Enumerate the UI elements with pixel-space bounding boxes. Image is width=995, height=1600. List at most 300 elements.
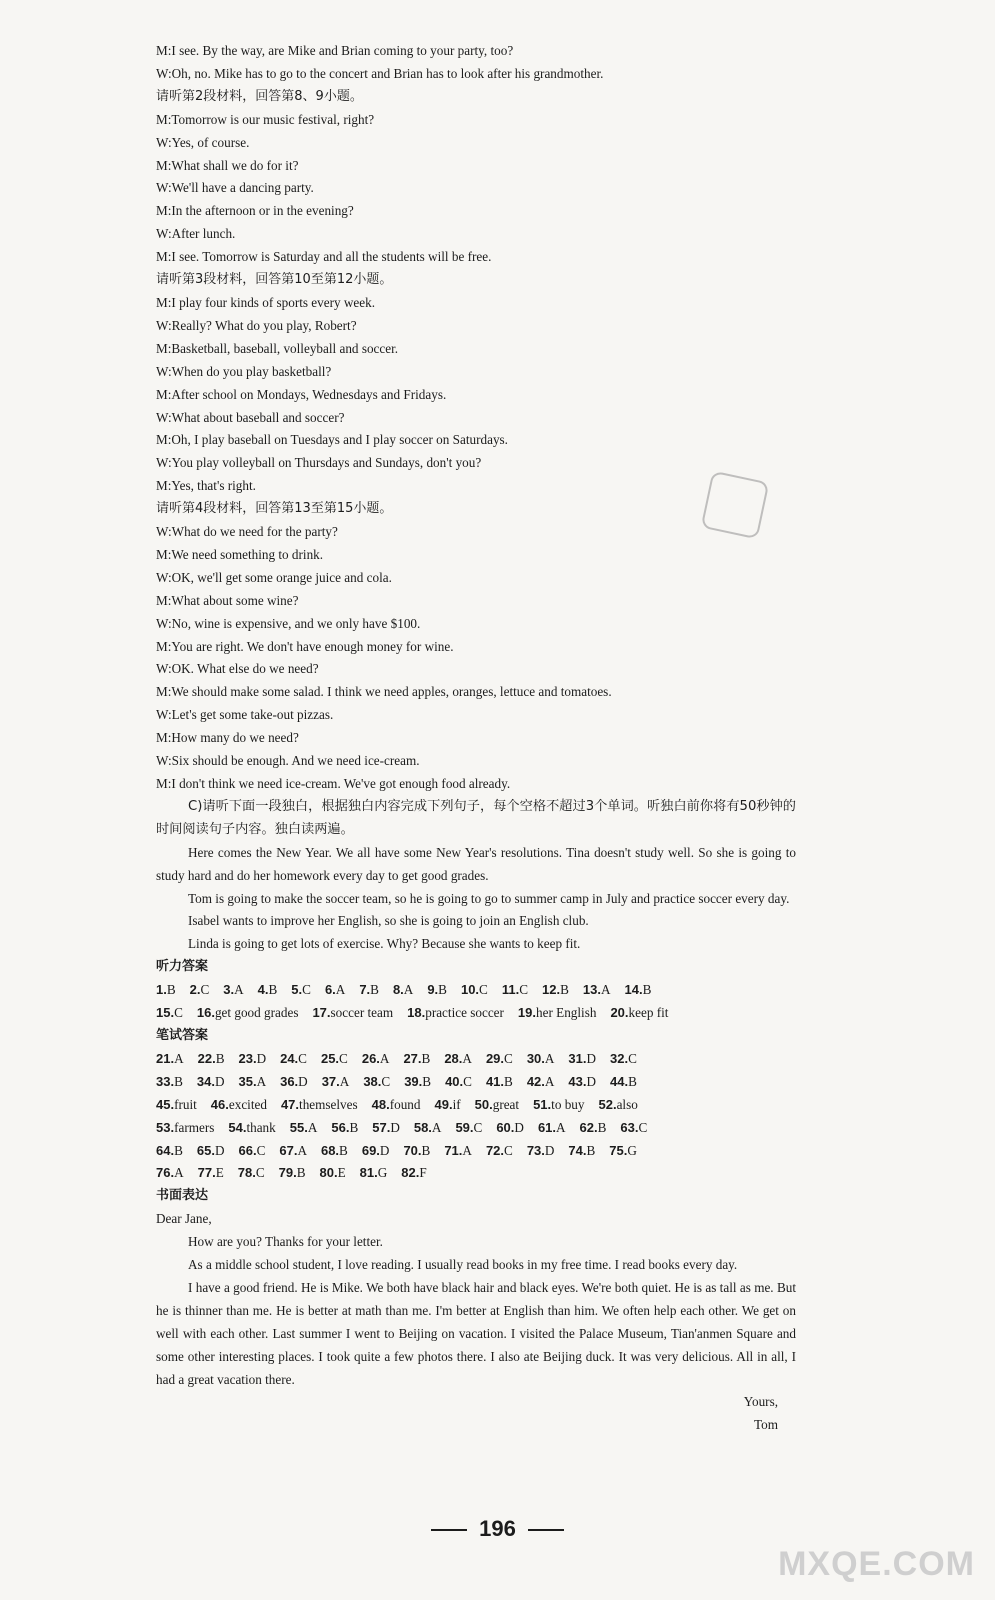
answer-item [290,1117,318,1140]
answer-number: 7. [359,982,371,998]
answer-number: 62. [579,1119,598,1135]
answer-value: C [628,1050,637,1066]
dialogue-line: W:When do you play basketball? [156,363,332,379]
answer-value: A [379,1050,390,1066]
answer-row [156,1117,796,1140]
answer-value: C [302,982,311,998]
answer-number: 48. [371,1096,390,1112]
answer-item [583,979,611,1002]
answer-number: 79. [278,1165,297,1181]
answer-value: A [544,1050,555,1066]
answer-number: 14. [624,982,643,998]
answer-item [435,1094,461,1117]
written-answers-title: 笔试答案 [156,1027,209,1043]
answer-item [393,979,413,1002]
answer-number: 65. [196,1142,215,1158]
dialogue-line: W:What do we need for the party? [156,524,338,540]
answer-number: 22. [197,1050,216,1066]
answer-number: 75. [609,1142,628,1158]
answer-value: C [463,1073,472,1089]
answer-value: B [597,1119,607,1135]
answer-number: 77. [197,1165,216,1181]
answer-value: B [339,1142,348,1158]
answer-value: A [600,982,611,998]
answer-number: 61. [537,1119,557,1135]
answer-value: A [234,982,244,998]
answer-number: 6. [324,982,336,998]
answer-item [156,979,176,1002]
answer-value: D [586,1050,597,1066]
answer-number: 19. [517,1005,536,1021]
answer-row [156,1140,796,1163]
answer-item [427,979,447,1002]
answer-item [403,1048,430,1071]
answer-number: 50. [474,1096,493,1112]
answer-value: her English [536,1005,597,1021]
dialogue-line: W:No, wine is expensive, and we only have $100. [156,615,421,631]
answer-item [568,1140,595,1163]
answer-number: 1. [156,982,167,998]
answer-item [527,1071,555,1094]
answer-number: 29. [485,1050,505,1066]
answer-item [156,1002,183,1025]
answer-item [321,1048,348,1071]
dialogue-line: M:I see. Tomorrow is Saturday and all the students will be free. [156,249,492,265]
answer-number: 23. [238,1050,257,1066]
answer-value: B [422,1073,432,1089]
answer-value: if [452,1096,461,1112]
dialogue-line: W:Yes, of course. [156,134,250,150]
answer-item [486,1048,513,1071]
dash-right [528,1529,564,1531]
dialogue-line: W:Six should be enough. And we need ice-cream. [156,753,420,769]
dash-left [431,1529,467,1531]
letter-greeting: Dear Jane, [156,1211,212,1227]
listening-answers [156,979,796,1025]
answer-value: C [519,982,528,998]
answer-item [156,1140,183,1163]
answer-value: C [381,1073,391,1089]
answer-value: D [390,1119,400,1135]
answer-item [407,1002,504,1025]
dialogue-line: M:How many do we need? [156,730,299,746]
answer-value: C [174,1005,183,1021]
answer-number: 58. [413,1119,432,1135]
dialogue-part2 [156,109,796,269]
dialogue-line: M:Tomorrow is our music festival, right? [156,111,375,127]
answer-value: B [560,982,569,998]
answer-value: B [174,1142,183,1158]
answer-item [403,1140,430,1163]
answer-item [372,1094,421,1117]
dialogue-line: M:I don't think we need ice-cream. We've got enough food already. [156,776,511,791]
dialogue-part4 [156,521,796,796]
answer-number: 33. [156,1073,175,1089]
answer-value: D [298,1073,308,1089]
answer-value: C [200,982,210,998]
answer-value: A [307,1119,318,1135]
monologue-paragraph: Tom is going to make the soccer team, so he is going to go to summer camp in July and practice soccer every day. [188,890,790,906]
answer-number: 80. [319,1165,338,1181]
answer-number: 64. [156,1142,175,1158]
answer-number: 43. [568,1073,587,1089]
answer-number: 47. [280,1096,300,1112]
answer-item [228,1117,275,1140]
answer-number: 20. [610,1005,629,1021]
answer-value: B [296,1165,306,1181]
dialogue-line: W:OK. What else do we need? [156,661,319,677]
dialogue-line: W:OK, we'll get some orange juice and cola. [156,569,392,585]
answer-value: B [586,1142,596,1158]
answer-number: 57. [372,1119,391,1135]
answer-item [190,979,210,1002]
answer-number: 51. [533,1096,552,1112]
answer-value: B [642,982,652,998]
answer-item [321,1140,348,1163]
dialogue-line: M:Oh, I play baseball on Tuesdays and I play soccer on Saturdays. [156,432,508,448]
letter-closing: Yours, [743,1394,778,1410]
answer-row [156,1094,796,1117]
answer-number: 13. [582,982,601,998]
answer-item [156,1071,183,1094]
answer-value: C [479,982,488,998]
answer-number: 67. [279,1142,298,1158]
answer-number: 42. [526,1073,545,1089]
answer-number: 40. [445,1073,464,1089]
answer-value: B [421,1142,431,1158]
answer-item [223,979,243,1002]
section2-title: 请听第2段材料，回答第8、9小题。 [156,88,363,104]
answer-value: E [337,1165,346,1181]
answer-number: 15. [156,1005,175,1021]
answer-page [156,40,796,1437]
answer-value: A [544,1073,555,1089]
answer-number: 78. [237,1165,256,1181]
listening-answers-title: 听力答案 [156,959,209,975]
answer-value: C [504,1050,513,1066]
answer-value: C [473,1119,483,1135]
answer-value: D [514,1119,524,1135]
answer-value: D [214,1142,225,1158]
answer-number: 25. [320,1050,340,1066]
answer-item [533,1094,584,1117]
answer-item [238,1140,265,1163]
letter-paragraph: As a middle school student, I love reading. I usually read books in my free time. I read books every day. [188,1257,738,1273]
answer-number: 46. [210,1096,229,1112]
answer-item [363,1071,390,1094]
dialogue-part1 [156,40,796,86]
answer-number: 35. [238,1073,257,1089]
answer-item [280,1048,307,1071]
answer-number: 70. [403,1142,422,1158]
answer-item [238,1048,266,1071]
answer-item [322,1071,350,1094]
section4-title: 请听第4段材料，回答第13至第15小题。 [156,501,393,517]
answer-number: 16. [196,1005,215,1021]
answer-value: excited [228,1096,267,1112]
answer-value: B [628,1073,637,1089]
answer-value: B [349,1119,359,1135]
dialogue-line: W:We'll have a dancing party. [156,180,314,196]
answer-value: C [504,1142,513,1158]
answer-number: 59. [455,1119,474,1135]
answer-number: 39. [404,1073,423,1089]
answer-item [580,1117,607,1140]
answer-value: great [492,1096,520,1112]
answer-item [280,1071,308,1094]
answer-number: 38. [363,1073,382,1089]
answer-number: 2. [189,982,201,998]
answer-value: B [268,982,278,998]
answer-item [445,1071,472,1094]
answer-number: 12. [542,982,561,998]
answer-value: B [438,982,447,998]
answer-number: 24. [280,1050,299,1066]
answer-item [609,1140,637,1163]
answer-number: 60. [496,1119,515,1135]
answer-item [156,1162,184,1185]
answer-item [197,1140,225,1163]
page-number [0,1516,995,1542]
answer-value: D [586,1073,597,1089]
answer-value: A [403,982,414,998]
answer-item [542,979,569,1002]
answer-value: get good grades [214,1005,299,1021]
answer-item [610,1048,637,1071]
answer-item [325,979,345,1002]
answer-item [486,1071,513,1094]
answer-value: B [166,982,176,998]
answer-item [414,1117,442,1140]
answer-value: D [214,1073,225,1089]
writing-title: 书面表达 [156,1188,209,1204]
answer-value: A [174,1050,184,1066]
answer-item [362,1048,390,1071]
answer-value: F [419,1165,427,1181]
answer-value: G [377,1165,388,1181]
section3-title: 请听第3段材料，回答第10至第12小题。 [156,272,393,288]
answer-number: 9. [427,982,439,998]
answer-value: A [256,1073,267,1089]
answer-item [518,1002,597,1025]
answer-number: 3. [223,982,235,998]
answer-value: B [174,1073,183,1089]
answer-item [372,1117,400,1140]
answer-value: C [255,1165,265,1181]
answer-item [455,1117,482,1140]
answer-item [238,1071,266,1094]
answer-item [538,1117,566,1140]
answer-number: 73. [526,1142,545,1158]
answer-number: 56. [331,1119,350,1135]
answer-value: D [256,1050,267,1066]
answer-number: 26. [361,1050,380,1066]
answer-number: 18. [407,1005,426,1021]
answer-number: 27. [403,1050,422,1066]
answer-row [156,1002,796,1025]
answer-number: 8. [392,982,404,998]
answer-value: D [544,1142,555,1158]
answer-value: G [627,1142,637,1158]
answer-row [156,1162,796,1185]
answer-item [527,1140,555,1163]
answer-number: 45. [156,1096,175,1112]
answer-value: A [556,1119,566,1135]
monologue-paragraph: Linda is going to get lots of exercise. Why? Because she wants to keep fit. [188,936,581,952]
dialogue-line: W:Let's get some take-out pizzas. [156,707,334,723]
answer-value: A [339,1073,350,1089]
dialogue-line: M:We need something to drink. [156,546,324,562]
watermark-logo: MXQE.COM [778,1545,975,1583]
answer-item [362,1140,390,1163]
answer-item [197,1071,225,1094]
answer-item [568,1048,596,1071]
dialogue-line: M:What shall we do for it? [156,157,299,173]
letter-signature: Tom [754,1417,778,1433]
letter-paragraph: How are you? Thanks for your letter. [188,1234,383,1250]
dialogue-line: M:Basketball, baseball, volleyball and soccer. [156,340,399,356]
answer-item [320,1162,346,1185]
answer-number: 72. [485,1142,505,1158]
answer-item [211,1094,267,1117]
answer-item [444,1048,472,1071]
dialogue-line: M:We should make some salad. I think we need apples, oranges, lettuce and tomatoes. [156,684,612,700]
answer-number: 4. [257,982,269,998]
answer-value: C [256,1142,266,1158]
answer-item [620,1117,647,1140]
answer-number: 74. [568,1142,587,1158]
dialogue-line: W:Oh, no. Mike has to go to the concert and Brian has to look after his grandmother. [156,65,604,81]
answer-value: A [174,1165,184,1181]
answer-number: 76. [156,1165,175,1181]
answer-number: 71. [444,1142,463,1158]
answer-value: C [298,1050,307,1066]
answer-number: 30. [526,1050,545,1066]
answer-item [360,1162,388,1185]
answer-value: soccer team [330,1005,394,1021]
answer-number: 52. [598,1096,617,1112]
answer-number: 41. [485,1073,505,1089]
answer-item [610,1002,668,1025]
answer-item [610,1071,637,1094]
answer-number: 11. [501,982,520,998]
answer-value: thank [246,1119,276,1135]
answer-item [279,1162,306,1185]
answer-item [312,1002,393,1025]
answer-number: 32. [610,1050,629,1066]
monologue-paragraph: Here comes the New Year. We all have some New Year's resolutions. Tina doesn't study well. So she is going to study hard and do her homework every day to get good grades. [156,844,796,883]
answer-item [281,1094,358,1117]
monologue-paragraph: Isabel wants to improve her English, so she is going to join an English club. [188,913,589,929]
answer-value: A [431,1119,442,1135]
answer-value: A [297,1142,307,1158]
answer-value: D [379,1142,390,1158]
letter-paragraph: I have a good friend. He is Mike. We both have black hair and black eyes. We're both quiet. He is as tall as me. But he is thinner than me. He is better at math than me. I'm better at English than him. We often help each other. We get on well with each other. Last summer I went to Beijing on vacation. I visited the Palace Museum, Tian'anmen Square and some other interesting places. I took quite a few photos there. I also ate Beijing duck. It was very delicious. All in all, I had a great vacation there. [156,1279,796,1387]
answer-item [331,1117,358,1140]
answer-number: 44. [610,1073,629,1089]
answer-number: 49. [434,1096,453,1112]
answer-number: 5. [291,982,303,998]
answer-item [486,1140,513,1163]
answer-item [258,979,278,1002]
answer-value: themselves [299,1096,358,1112]
answer-value: A [335,982,346,998]
dialogue-line: W:After lunch. [156,226,236,242]
letter-body [156,1231,796,1391]
dialogue-line: M:After school on Mondays, Wednesdays and Fridays. [156,386,447,402]
answer-number: 34. [196,1073,215,1089]
answer-item [198,1162,224,1185]
answer-item [279,1140,307,1163]
answer-item [156,1117,214,1140]
answer-item [401,1162,426,1185]
dialogue-line: M:In the afternoon or in the evening? [156,203,354,219]
answer-item [444,1140,472,1163]
answer-item [404,1071,431,1094]
dialogue-part3 [156,292,796,498]
section-c-instructions: C)请听下面一段独白，根据独白内容完成下列句子，每个空格不超过3个单词。听独白前你将有50秒钟的时间阅读句子内容。独白读两遍。 [156,798,796,837]
answer-number: 53. [156,1119,175,1135]
dialogue-line: M:I play four kinds of sports every week. [156,294,376,310]
answer-item [359,979,379,1002]
answer-row [156,979,796,1002]
answer-value: practice soccer [425,1005,504,1021]
answer-row [156,1048,796,1071]
answer-number: 10. [460,982,480,998]
answer-item [624,979,651,1002]
stamp-mark [701,471,770,540]
answer-value: keep fit [628,1005,669,1021]
page-number-text: 196 [479,1516,516,1541]
answer-number: 31. [568,1050,587,1066]
answer-item [599,1094,638,1117]
dialogue-line: W:You play volleyball on Thursdays and Sundays, don't you? [156,455,482,471]
answer-number: 28. [444,1050,463,1066]
dialogue-line: M:What about some wine? [156,592,299,608]
written-answers [156,1048,796,1185]
answer-value: E [215,1165,224,1181]
answer-value: farmers [174,1119,215,1135]
answer-number: 55. [289,1119,308,1135]
answer-item [291,979,311,1002]
answer-number: 69. [361,1142,380,1158]
answer-item [461,979,488,1002]
answer-item [156,1094,197,1117]
dialogue-line: M:I see. By the way, are Mike and Brian coming to your party, too? [156,43,514,58]
answer-number: 17. [312,1005,331,1021]
answer-value: found [389,1096,421,1112]
answer-number: 82. [401,1165,420,1181]
answer-value: A [462,1142,472,1158]
answer-number: 66. [238,1142,257,1158]
answer-value: B [421,1050,431,1066]
dialogue-line: M:Yes, that's right. [156,478,256,494]
dialogue-line: M:You are right. We don't have enough money for wine. [156,638,454,654]
answer-number: 68. [320,1142,340,1158]
answer-value: B [215,1050,225,1066]
answer-number: 54. [228,1119,247,1135]
answer-value: to buy [551,1096,585,1112]
answer-value: fruit [174,1096,197,1112]
monologue [156,842,796,957]
answer-item [475,1094,519,1117]
dialogue-line: W:Really? What do you play, Robert? [156,317,357,333]
answer-number: 21. [156,1050,175,1066]
answer-item [568,1071,596,1094]
answer-item [496,1117,524,1140]
answer-value: also [616,1096,638,1112]
answer-number: 36. [280,1073,299,1089]
